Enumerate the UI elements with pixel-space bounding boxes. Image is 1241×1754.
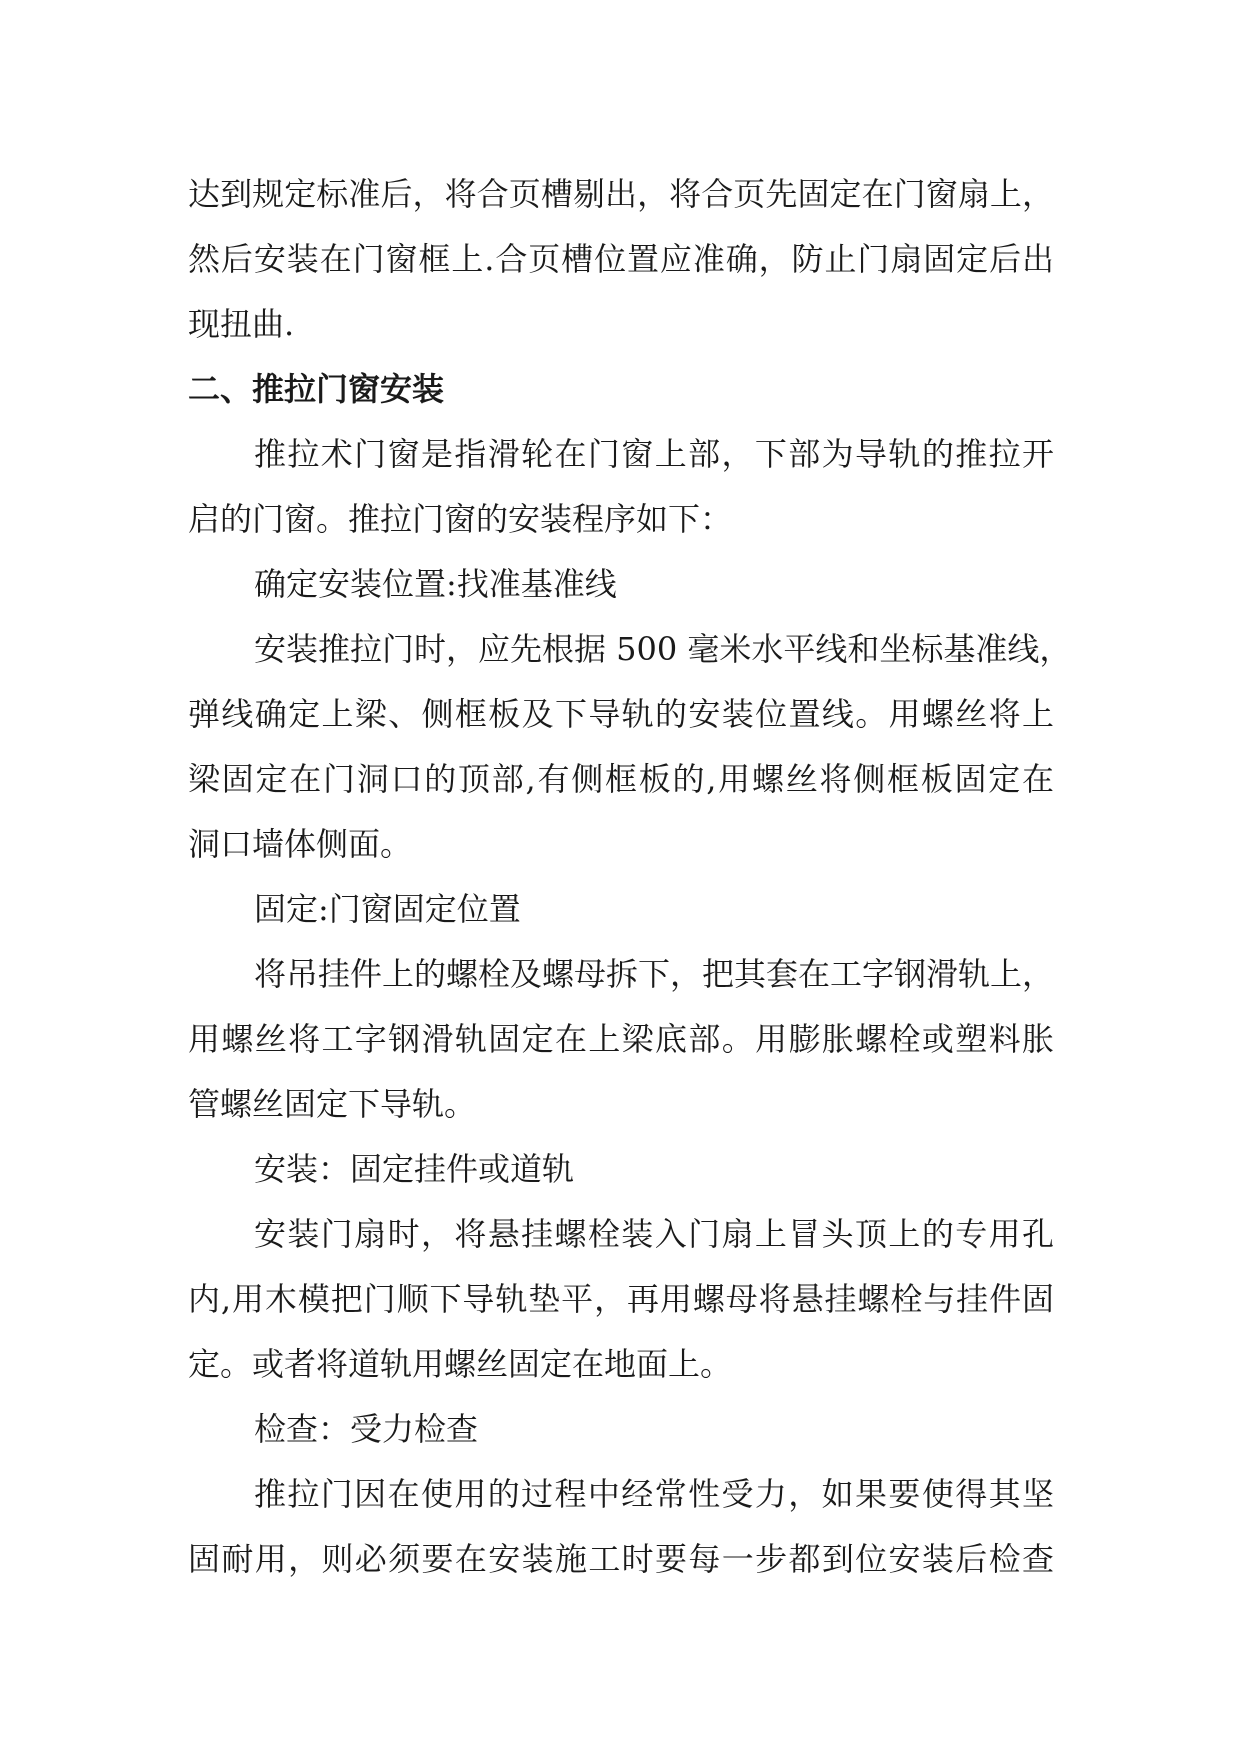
body-line: 梁固定在门洞口的顶部,有侧框板的,用螺丝将侧框板固定在 bbox=[188, 760, 1054, 798]
body-line: 安装门扇时，将悬挂螺栓装入门扇上冒头顶上的专用孔 bbox=[254, 1215, 1054, 1253]
step-title: 安装：固定挂件或道轨 bbox=[254, 1150, 575, 1188]
body-line: 内,用木模把门顺下导轨垫平，再用螺母将悬挂螺栓与挂件固 bbox=[188, 1280, 1054, 1318]
body-line: 将吊挂件上的螺栓及螺母拆下，把其套在工字钢滑轨上， bbox=[254, 955, 1055, 993]
body-line: 洞口墙体侧面。 bbox=[188, 825, 413, 863]
section-heading: 二、推拉门窗安装 bbox=[188, 370, 445, 408]
body-line: 用螺丝将工字钢滑轨固定在上梁底部。用膨胀螺栓或塑料胀 bbox=[188, 1020, 1054, 1058]
body-line: 定。或者将道轨用螺丝固定在地面上。 bbox=[188, 1345, 733, 1383]
body-line: 管螺丝固定下导轨。 bbox=[188, 1085, 477, 1123]
body-line: 推拉门因在使用的过程中经常性受力，如果要使得其坚 bbox=[254, 1475, 1054, 1513]
body-line: 启的门窗。推拉门窗的安装程序如下： bbox=[188, 500, 733, 538]
body-line: 推拉术门窗是指滑轮在门窗上部，下部为导轨的推拉开 bbox=[254, 435, 1054, 473]
step-title: 确定安装位置:找准基准线 bbox=[254, 565, 617, 603]
body-line: 弹线确定上梁、侧框板及下导轨的安装位置线。用螺丝将上 bbox=[188, 695, 1054, 733]
body-line: 固耐用，则必须要在安装施工时要每一步都到位安装后检查 bbox=[188, 1540, 1054, 1578]
body-line: 安装推拉门时，应先根据 500 毫米水平线和坐标基准线， bbox=[254, 630, 1072, 668]
step-title: 检查：受力检查 bbox=[254, 1410, 479, 1448]
step-title: 固定:门窗固定位置 bbox=[254, 890, 521, 928]
body-line: 达到规定标准后，将合页槽剔出，将合页先固定在门窗扇上， bbox=[188, 175, 1054, 213]
body-line: 现扭曲. bbox=[188, 305, 295, 343]
body-line: 然后安装在门窗框上.合页槽位置应准确，防止门扇固定后出 bbox=[188, 240, 1054, 278]
document-page bbox=[188, 162, 1072, 1592]
